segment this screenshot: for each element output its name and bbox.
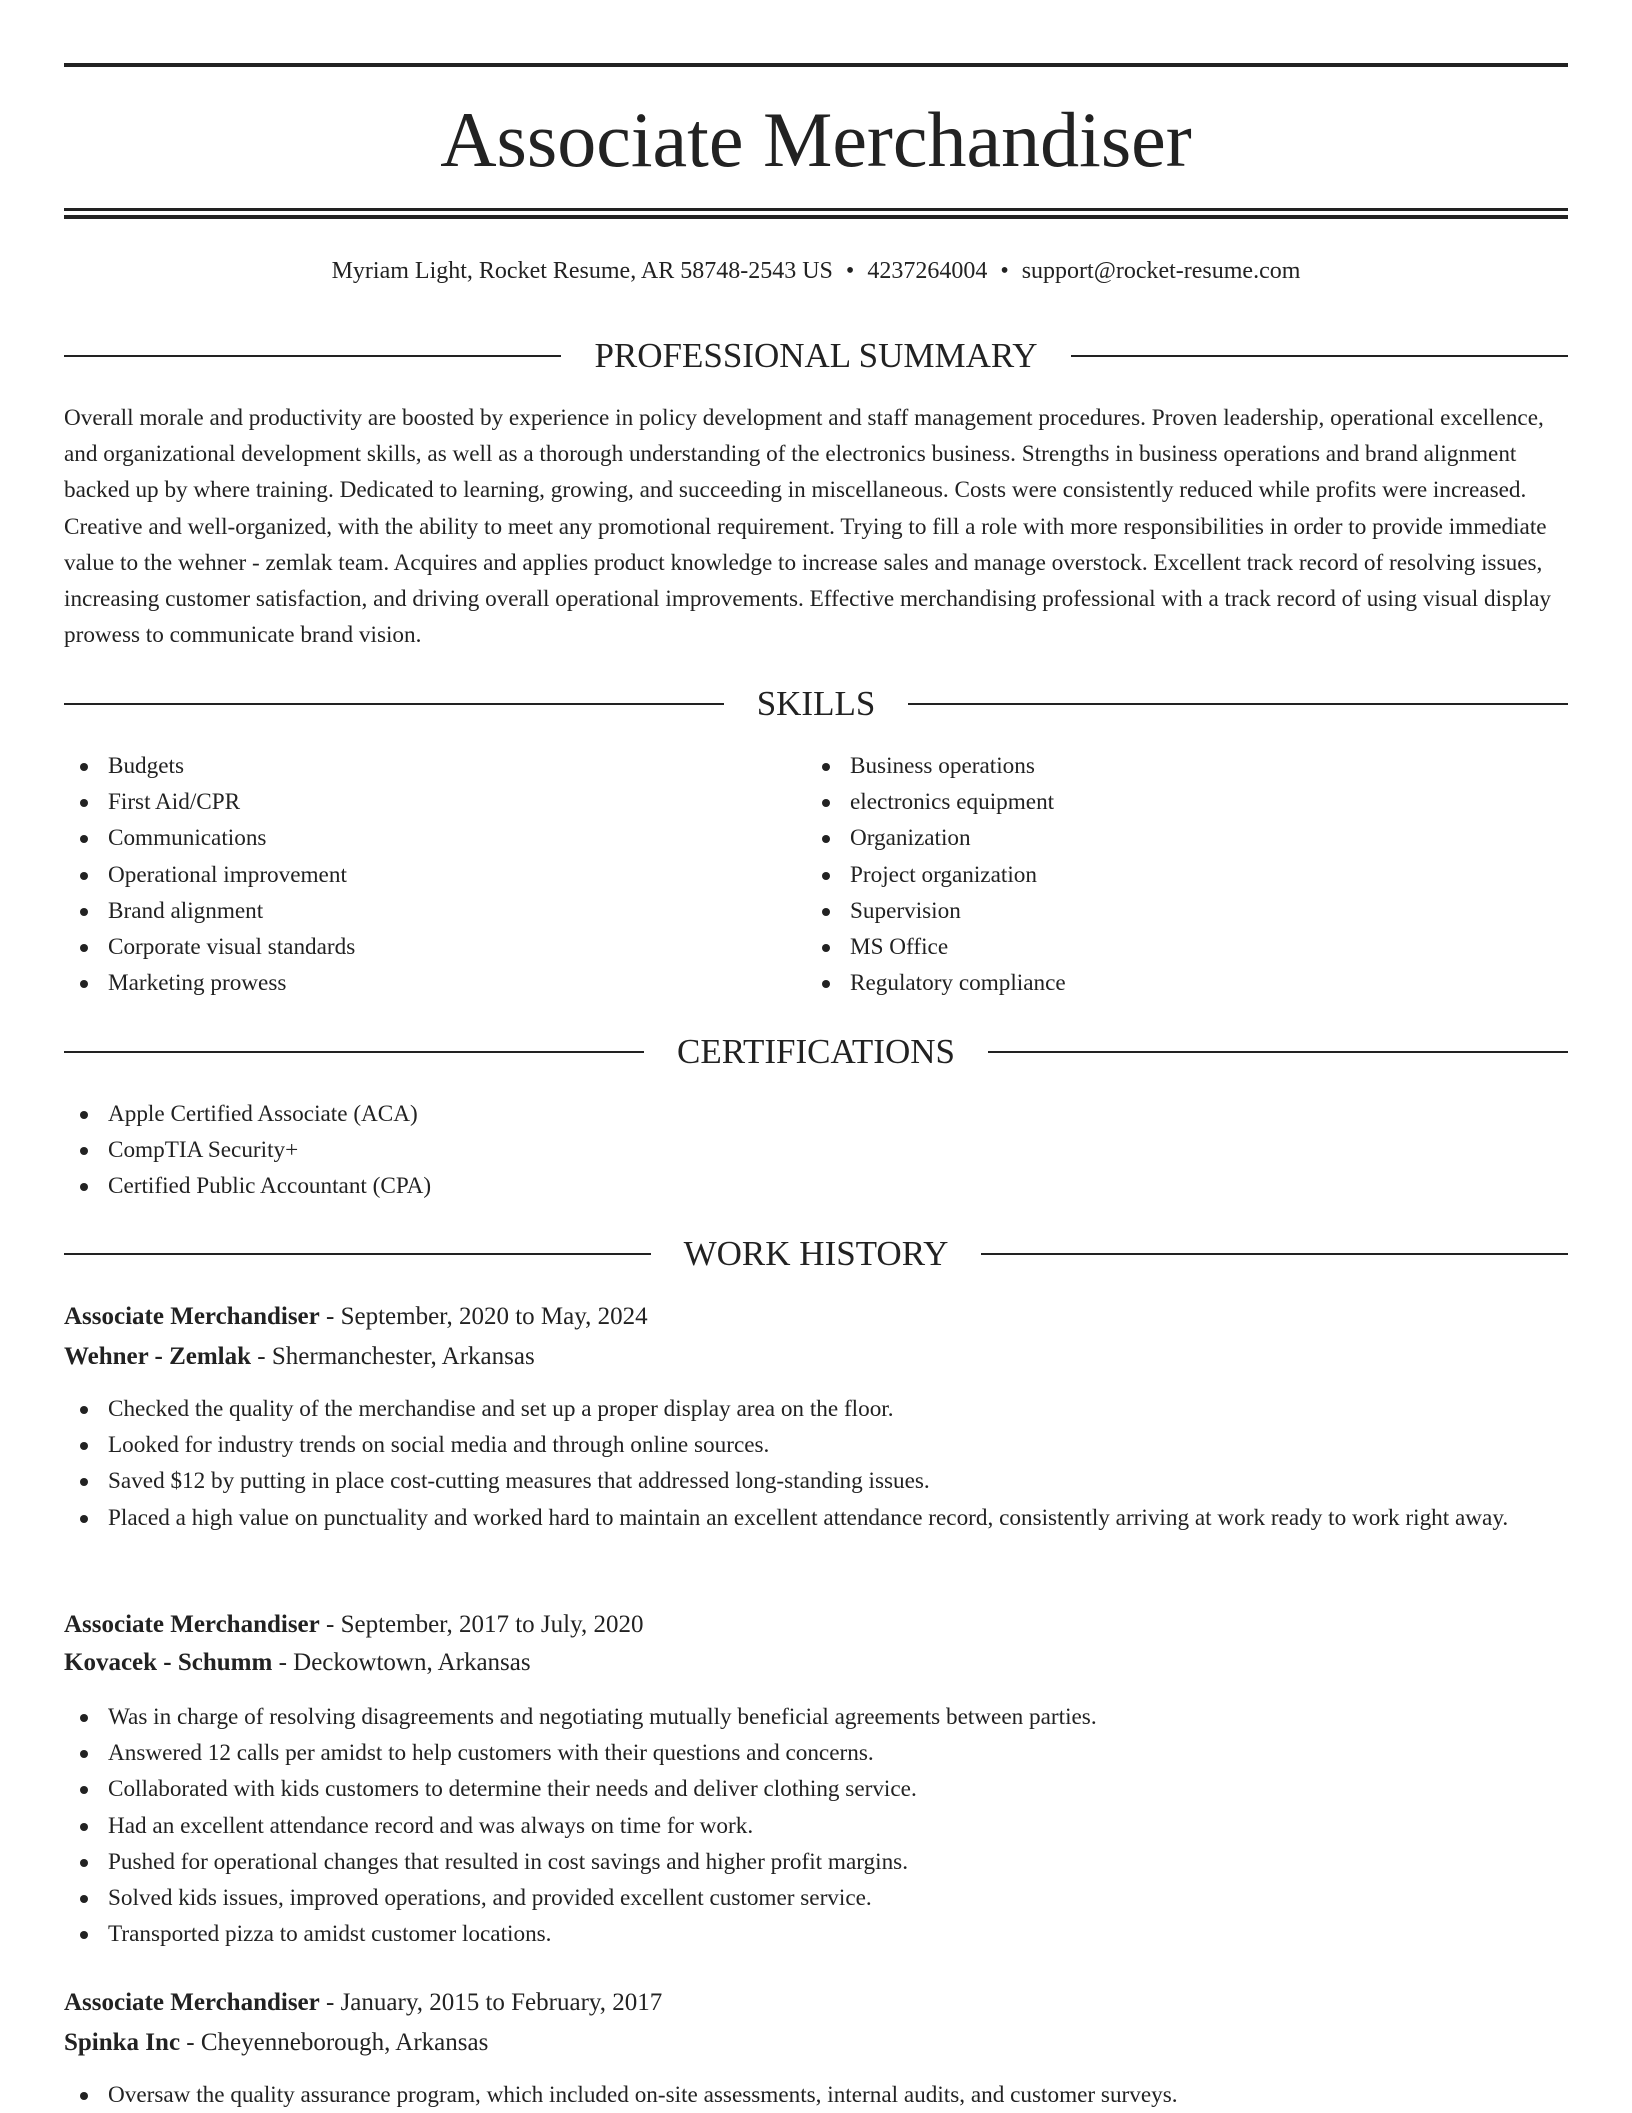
- page-title: Associate Merchandiser: [440, 96, 1192, 183]
- job-bullet: Oversaw the quality assurance program, which included on-site assessments, internal audits, and customer surveys.: [64, 2077, 1568, 2113]
- skill-item: MS Office: [806, 929, 1546, 965]
- skill-item: Project organization: [806, 857, 1546, 893]
- skill-item: Business operations: [806, 748, 1546, 784]
- job-title: Associate Merchandiser: [64, 1303, 320, 1330]
- skill-item: Supervision: [806, 893, 1546, 929]
- summary-text: Overall morale and productivity are boosted by experience in policy development and staff management procedures. Proven leadership, operational excellence, and organizational development skills, as well as a thorough understanding of the electronics business. Strengths in business operations and brand alignment backed up by where training. Dedicated to learning, growing, and succeeding in miscellaneous. Costs were consistently reduced while profits were increased. Creative and well-organized, with the ability to meet any promotional requirement. Trying to fill a role with more responsibilities in order to provide immediate value to the wehner - zemlak team. Acquires and applies product knowledge to increase sales and manage overstock. Excellent track record of resolving issues, increasing customer satisfaction, and driving overall operational improvements. Effective merchandising professional with a track record of using visual display prowess to communicate brand vision.: [64, 405, 1552, 649]
- skills-list-left: [64, 748, 804, 1001]
- title-rule-lower: [64, 215, 1568, 219]
- job-bullets: [64, 1391, 1568, 1536]
- skill-item: Corporate visual standards: [64, 929, 804, 965]
- job-bullets: [64, 2077, 1568, 2113]
- contact-phone: 4237264004: [867, 258, 988, 284]
- skill-item: Marketing prowess: [64, 965, 804, 1001]
- skill-item: Budgets: [64, 748, 804, 784]
- job-company: Wehner - Zemlak: [64, 1343, 252, 1370]
- heading-rule-right: [981, 1253, 1568, 1255]
- summary-heading: [64, 334, 1568, 378]
- job-bullet: Checked the quality of the merchandise and set up a proper display area on the floor.: [64, 1391, 1568, 1427]
- job-dates: - September, 2017 to July, 2020: [319, 1611, 644, 1638]
- title-rule-upper: [64, 208, 1568, 211]
- certification-item: Apple Certified Associate (ACA): [64, 1096, 1568, 1132]
- job-title-line: [64, 1607, 643, 1643]
- contact-email: support@rocket-resume.com: [1021, 258, 1301, 284]
- skill-item: Brand alignment: [64, 893, 804, 929]
- job-bullet: Saved $12 by putting in place cost-cutting measures that addressed long-standing issues.: [64, 1463, 1568, 1499]
- heading-rule-left: [64, 355, 561, 357]
- job-company-line: [64, 1339, 535, 1375]
- job-location: - Shermanchester, Arkansas: [251, 1343, 535, 1370]
- section-title: PROFESSIONAL SUMMARY: [594, 336, 1038, 375]
- job-title-line: [64, 1985, 662, 2021]
- job-location: - Deckowtown, Arkansas: [272, 1649, 531, 1676]
- heading-rule-left: [64, 1253, 651, 1255]
- section-title: SKILLS: [756, 684, 876, 723]
- work-history-heading: [64, 1232, 1568, 1276]
- job-bullets: [64, 1699, 1568, 1952]
- job-company-line: [64, 1645, 531, 1681]
- contact-line: [64, 255, 1568, 287]
- job-bullet: Solved kids issues, improved operations, and provided excellent customer service.: [64, 1880, 1568, 1916]
- skill-item: First Aid/CPR: [64, 784, 804, 820]
- job-dates: - January, 2015 to February, 2017: [319, 1989, 663, 2016]
- heading-rule-right: [908, 703, 1568, 705]
- certification-item: CompTIA Security+: [64, 1132, 1568, 1168]
- heading-rule-right: [1071, 355, 1568, 357]
- job-bullet: Placed a high value on punctuality and worked hard to maintain an excellent attendance record, consistently arriving at work ready to work right away.: [64, 1500, 1568, 1536]
- section-title: CERTIFICATIONS: [677, 1032, 955, 1071]
- heading-rule-left: [64, 703, 724, 705]
- skill-item: Organization: [806, 820, 1546, 856]
- job-bullet: Had an excellent attendance record and was always on time for work.: [64, 1808, 1568, 1844]
- job-bullet: Transported pizza to amidst customer locations.: [64, 1916, 1568, 1952]
- job-bullet: Collaborated with kids customers to determine their needs and deliver clothing service.: [64, 1771, 1568, 1807]
- contact-separator: •: [1000, 258, 1009, 284]
- job-bullet: Was in charge of resolving disagreements and negotiating mutually beneficial agreements between parties.: [64, 1699, 1568, 1735]
- certifications-list: [64, 1096, 1568, 1205]
- job-dates: - September, 2020 to May, 2024: [319, 1303, 648, 1330]
- job-title: Associate Merchandiser: [64, 1989, 320, 2016]
- certification-item: Certified Public Accountant (CPA): [64, 1168, 1568, 1204]
- heading-rule-left: [64, 1051, 644, 1053]
- job-company-line: [64, 2025, 488, 2061]
- job-location: - Cheyenneborough, Arkansas: [180, 2029, 489, 2056]
- contact-separator: •: [845, 258, 855, 284]
- skill-item: Operational improvement: [64, 857, 804, 893]
- skill-item: electronics equipment: [806, 784, 1546, 820]
- job-title: Associate Merchandiser: [64, 1611, 320, 1638]
- skills-list-right: [806, 748, 1546, 1001]
- skill-item: Communications: [64, 820, 804, 856]
- heading-rule-right: [988, 1051, 1568, 1053]
- contact-address: Myriam Light, Rocket Resume, AR 58748-2543 US: [331, 258, 833, 284]
- skills-heading: [64, 682, 1568, 726]
- job-company: Kovacek - Schumm: [64, 1649, 273, 1676]
- job-bullet: Answered 12 calls per amidst to help customers with their questions and concerns.: [64, 1735, 1568, 1771]
- job-title-line: [64, 1299, 648, 1335]
- job-bullet: Looked for industry trends on social media and through online sources.: [64, 1427, 1568, 1463]
- section-title: WORK HISTORY: [683, 1234, 949, 1273]
- skill-item: Regulatory compliance: [806, 965, 1546, 1001]
- job-bullet: Pushed for operational changes that resulted in cost savings and higher profit margins.: [64, 1844, 1568, 1880]
- certifications-heading: [64, 1030, 1568, 1074]
- job-company: Spinka Inc: [64, 2029, 181, 2056]
- top-rule: [64, 63, 1568, 67]
